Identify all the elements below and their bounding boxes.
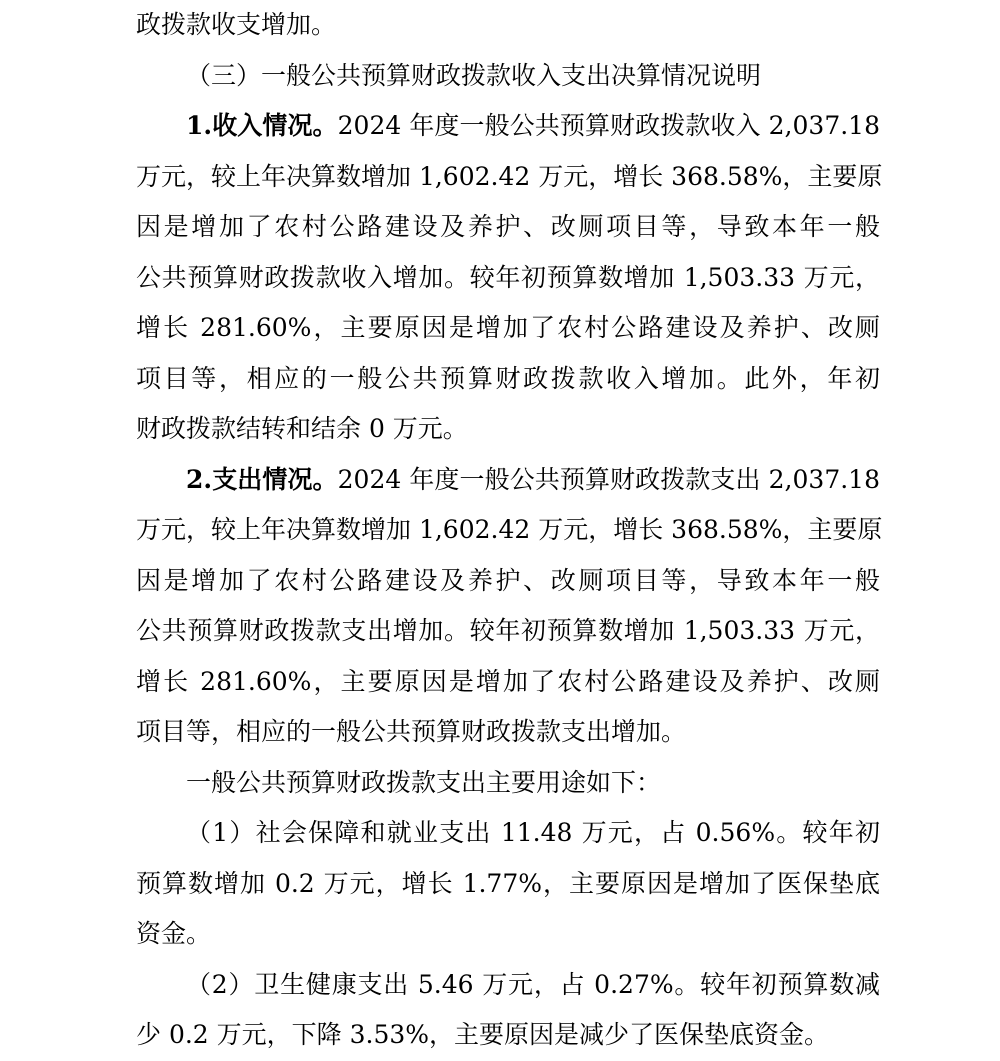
text-line: 公共预算财政拨款收入增加。较年初预算数增加 1,503.33 万元，	[136, 262, 880, 292]
text-line: 万元，较上年决算数增加 1,602.42 万元，增长 368.58%，主要原	[136, 515, 883, 544]
document-body	[136, 0, 883, 1061]
text-line: 政拨款收支增加。	[136, 10, 337, 39]
text-line: 一般公共预算财政拨款支出主要用途如下：	[186, 767, 662, 797]
text-line: 公共预算财政拨款支出增加。较年初预算数增加 1,503.33 万元，	[136, 616, 880, 645]
text-span: 2024 年度一般公共预算财政拨款收入 2,037.18	[337, 111, 880, 140]
paragraph-expense-lead	[136, 455, 880, 506]
text-line: 因是增加了农村公路建设及养护、改厕项目等，导致本年一般	[136, 212, 880, 241]
text-line: 少 0.2 万元，下降 3.53%，主要原因是减少了医保垫底资金。	[136, 1020, 830, 1049]
text-line: 资金。	[136, 919, 212, 948]
paragraph-income-lead	[136, 101, 880, 152]
text-line: 因是增加了农村公路建设及养护、改厕项目等，导致本年一般	[136, 565, 880, 595]
text-line: （2）卫生健康支出 5.46 万元，占 0.27%。较年初预算数减	[186, 969, 880, 999]
text-line: 增长 281.60%，主要原因是增加了农村公路建设及养护、改厕	[136, 313, 880, 342]
text-line: 万元，较上年决算数增加 1,602.42 万元，增长 368.58%，主要原	[136, 161, 883, 191]
text-span: 2024 年度一般公共预算财政拨款支出 2,037.18	[337, 464, 880, 494]
bold-lead-expense: 2.支出情况。	[186, 464, 338, 494]
text-line: （1）社会保障和就业支出 11.48 万元，占 0.56%。较年初	[186, 818, 880, 847]
text-line: 增长 281.60%，主要原因是增加了农村公路建设及养护、改厕	[136, 666, 880, 696]
text-line: 项目等，相应的一般公共预算财政拨款支出增加。	[136, 717, 687, 746]
text-line: 项目等，相应的一般公共预算财政拨款收入增加。此外，年初	[136, 363, 880, 393]
text-line: 预算数增加 0.2 万元，增长 1.77%，主要原因是增加了医保垫底	[136, 868, 880, 898]
section-heading: （三）一般公共预算财政拨款收入支出决算情况说明	[186, 60, 762, 90]
text-line: 财政拨款结转和结余 0 万元。	[136, 414, 468, 443]
bold-lead-income: 1.收入情况。	[186, 111, 338, 140]
